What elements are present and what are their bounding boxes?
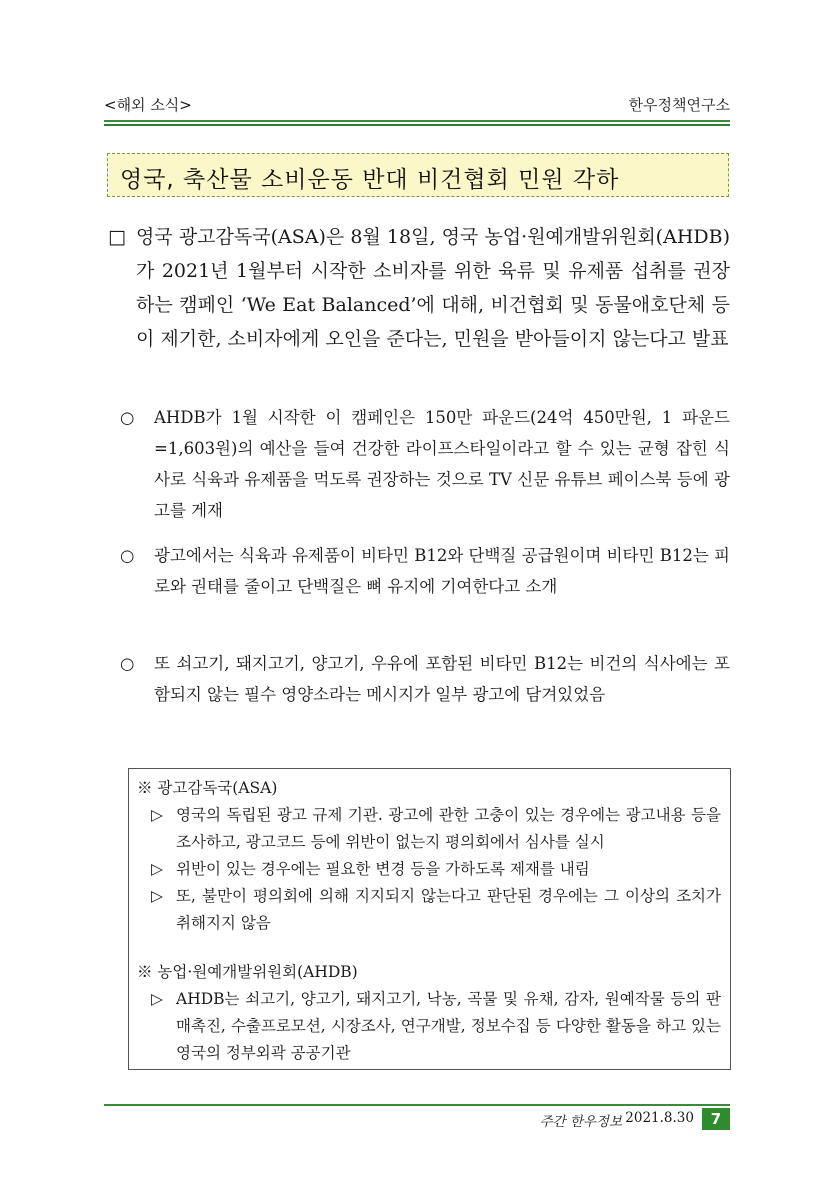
main-bullet-text: 영국 광고감독국(ASA)은 8월 18일, 영국 농업·원예개발위원회(AHDB)가 2021년 1월부터 시작한 소비자를 위한 육류 및 유제품 섭취를 권장하는 캠페인 ‘We Eat Balanced’에 대해, 비건협회 및 동물애호단체 등이 제기한, 소비자에게 오인을 준다는, 민원을 받아들이지 않는다고 발표 (136, 226, 730, 350)
note-item-text: 위반이 있는 경우에는 필요한 변경 등을 가하도록 제재를 내림 (176, 860, 590, 878)
section-label: <해외 소식> (104, 96, 192, 114)
triangle-bullet-icon: ▷ (151, 887, 163, 905)
note-item (151, 802, 721, 856)
article-title: 영국, 축산물 소비운동 반대 비건협회 민원 각하 (120, 167, 620, 193)
note-heading-ahdb: ※ 농업·원예개발위원회(AHDB) (137, 963, 358, 981)
note-item-text: 또, 불만이 평의회에 의해 지지되지 않는다고 판단된 경우에는 그 이상의 조치가 취해지지 않음 (176, 887, 721, 932)
sub-bullet-text: 또 쇠고기, 돼지고기, 양고기, 우유에 포함된 비타민 B12는 비건의 식사에는 포함되지 않는 필수 영양소라는 메시지가 일부 광고에 담겨있었음 (154, 654, 730, 704)
sub-bullet-text: AHDB가 1월 시작한 이 캠페인은 150만 파운드(24억 450만원, 1 파운드=1,603원)의 예산을 들여 건강한 라이프스타일이라고 할 수 있는 균형 잡힌 식사로 식육과 유제품을 먹도록 권장하는 것으로 TV 신문 유튜브 페이스북 등에 광고를 게재 (154, 408, 730, 520)
sub-bullet-1 (120, 402, 730, 526)
organization-name: 한우정책연구소 (628, 96, 730, 114)
page-footer (104, 1110, 730, 1130)
square-bullet-icon: □ (108, 226, 126, 248)
header-divider-thick (104, 124, 730, 126)
circle-bullet-icon: ○ (120, 654, 135, 673)
note-item (151, 986, 721, 1067)
page-header (104, 94, 730, 118)
publication-date: 2021.8.30 (625, 1110, 694, 1126)
note-item (151, 856, 721, 883)
circle-bullet-icon: ○ (120, 408, 135, 427)
page-number: 7 (702, 1108, 730, 1130)
triangle-bullet-icon: ▷ (151, 990, 163, 1008)
footer-divider (104, 1104, 730, 1106)
triangle-bullet-icon: ▷ (151, 806, 163, 824)
circle-bullet-icon: ○ (120, 546, 135, 565)
article-title-box (107, 153, 729, 197)
sub-bullet-3 (120, 648, 730, 710)
note-item-text: AHDB는 쇠고기, 양고기, 돼지고기, 낙농, 곡물 및 유채, 감자, 원예작물 등의 판매촉진, 수출프로모션, 시장조사, 연구개발, 정보수집 등 다양한 활동을 하고 있는 영국의 정부외곽 공공기관 (176, 990, 721, 1062)
note-item-text: 영국의 독립된 광고 규제 기관. 광고에 관한 고충이 있는 경우에는 광고내용 등을 조사하고, 광고코드 등에 위반이 없는지 평의회에서 심사를 실시 (176, 806, 721, 851)
sub-bullet-2 (120, 540, 730, 602)
main-bullet (108, 220, 730, 356)
triangle-bullet-icon: ▷ (151, 860, 163, 878)
header-divider (104, 120, 730, 122)
note-item (151, 883, 721, 937)
glossary-box (128, 768, 731, 1070)
sub-bullet-text: 광고에서는 식육과 유제품이 비타민 B12와 단백질 공급원이며 비타민 B12는 피로와 권태를 줄이고 단백질은 뼈 유지에 기여한다고 소개 (154, 546, 730, 596)
publication-name: 주간 한우정보 (539, 1114, 622, 1130)
note-heading-asa: ※ 광고감독국(ASA) (137, 779, 278, 797)
